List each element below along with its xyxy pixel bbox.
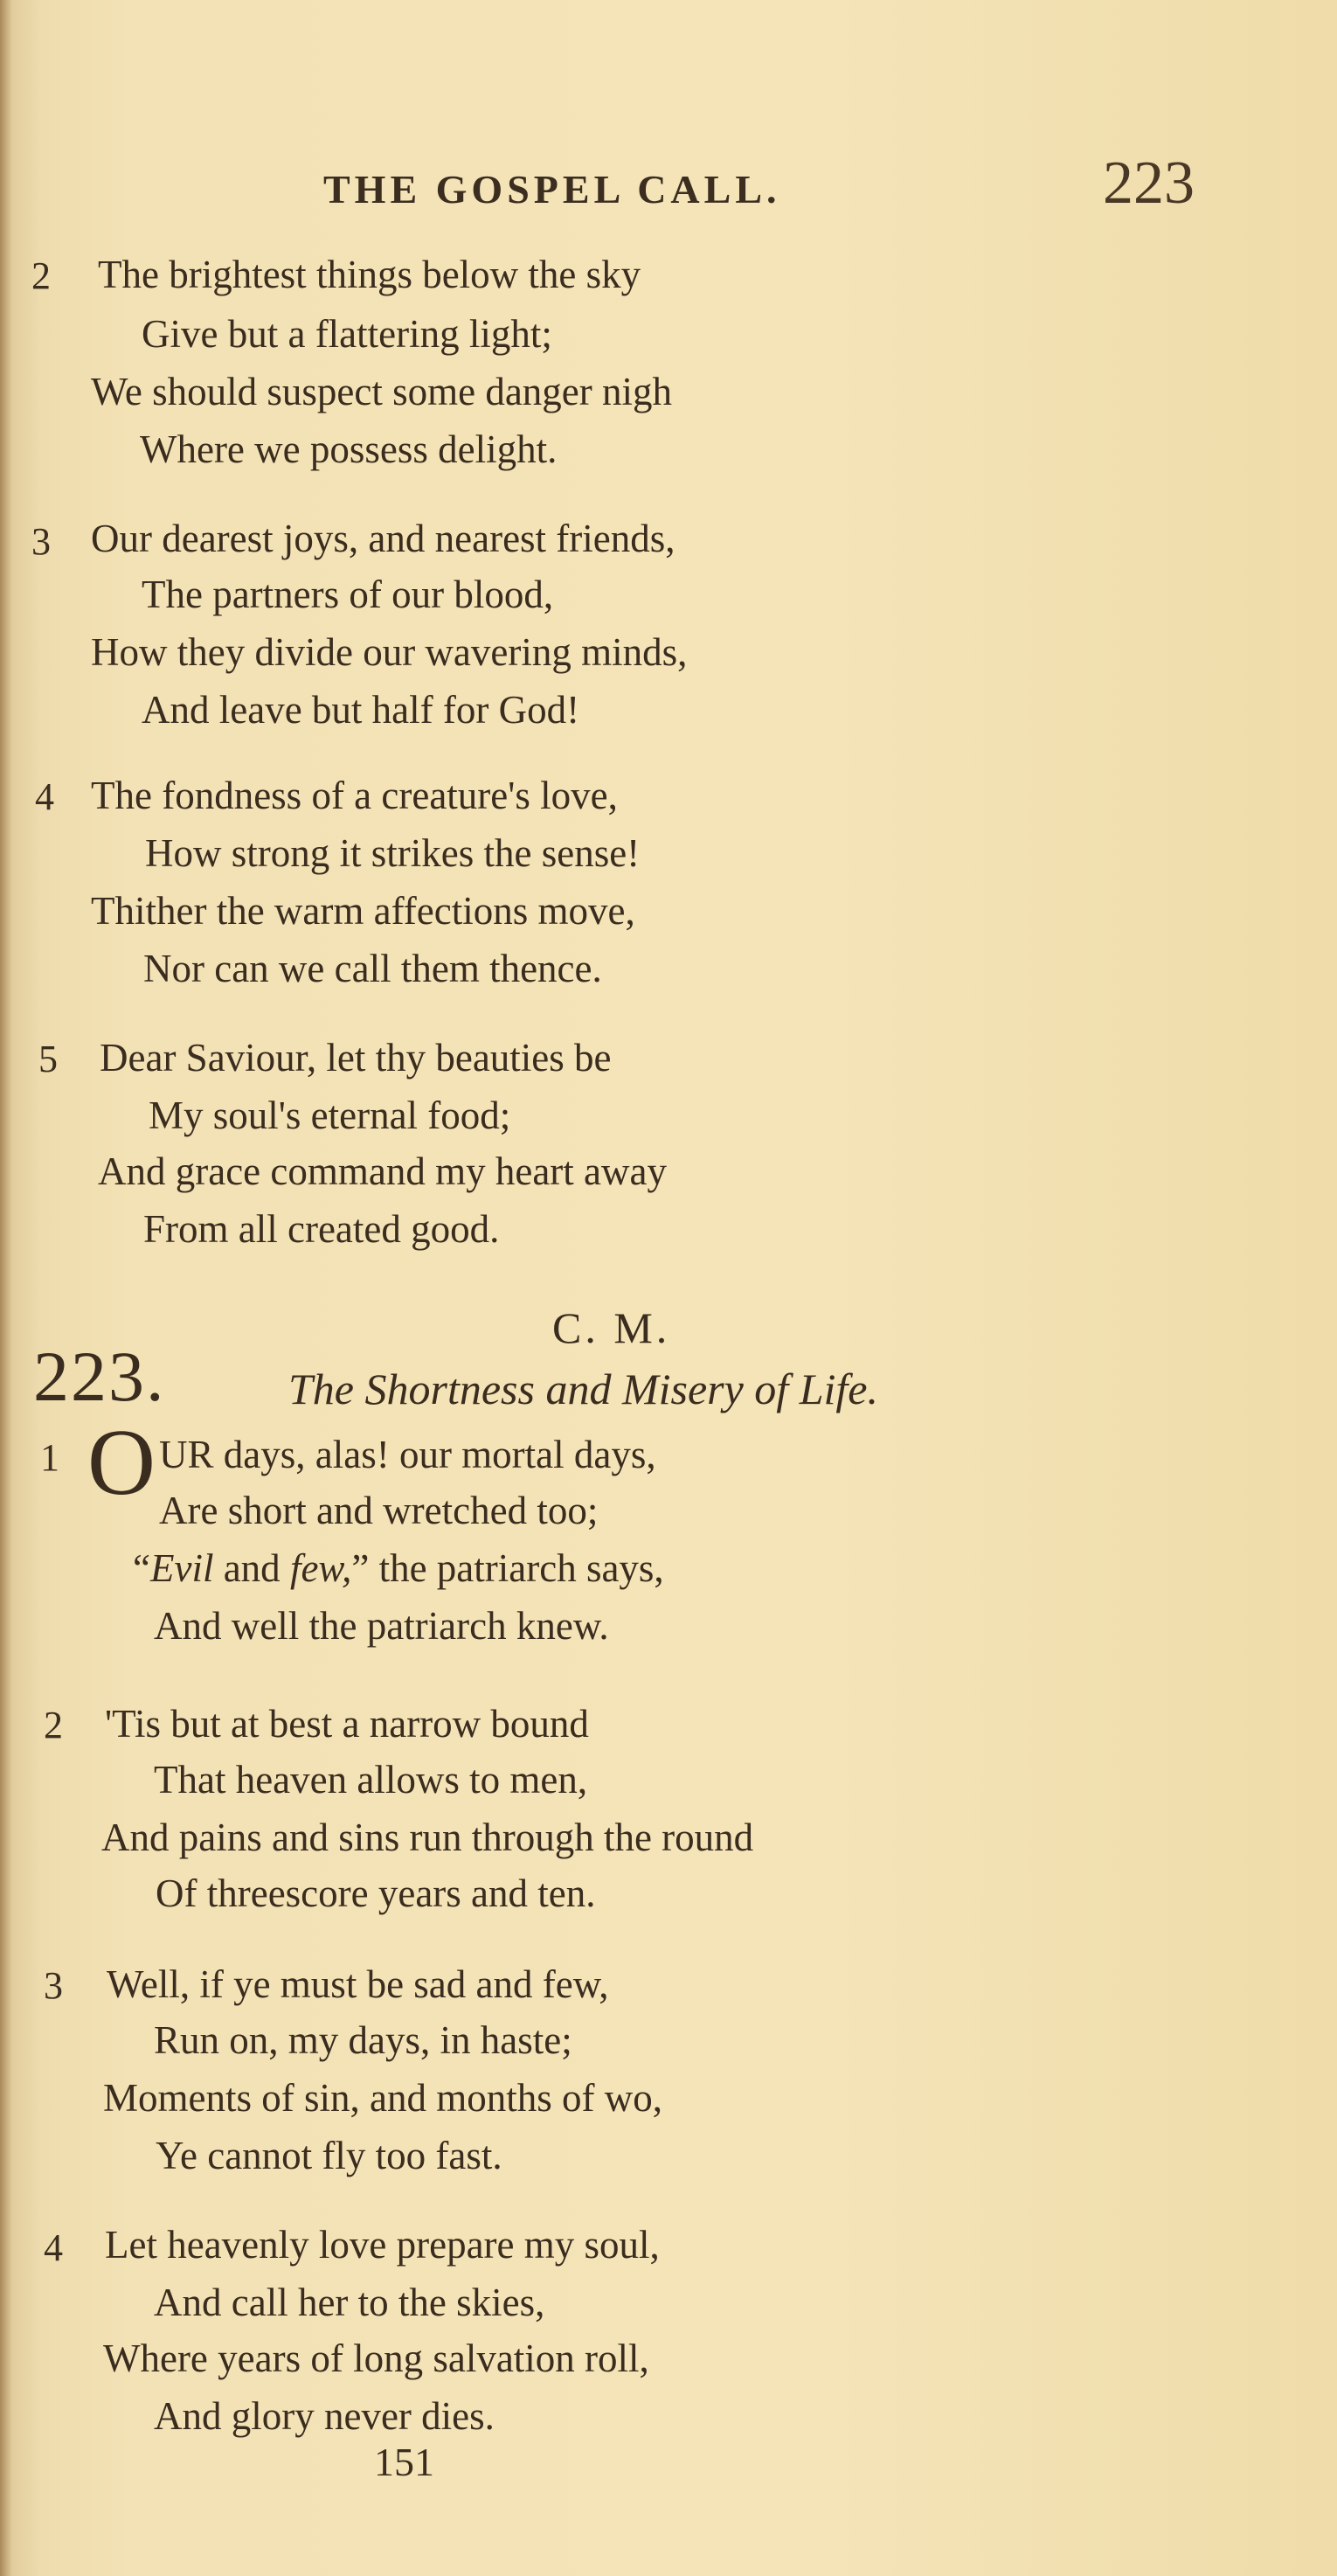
verse-line: And call her to the skies, <box>154 2281 545 2324</box>
verse-line: And grace command my heart away <box>98 1149 667 1193</box>
verse-line: Give but a flattering light; <box>142 312 552 356</box>
stanza-number: 1 <box>40 1436 59 1479</box>
hymn-number: 223. <box>33 1337 166 1416</box>
verse-line: And well the patriarch knew. <box>154 1604 609 1648</box>
text-run: and <box>213 1546 290 1590</box>
drop-cap: O <box>87 1411 156 1515</box>
verse-line: Of threescore years and ten. <box>156 1871 596 1915</box>
text-run: ” the patriarch says, <box>351 1546 664 1590</box>
stanza-number: 2 <box>44 1704 63 1746</box>
page-edge <box>0 0 12 2576</box>
verse-line: The brightest things below the sky <box>98 253 641 296</box>
verse-line: How strong it strikes the sense! <box>145 831 641 875</box>
verse-line: Dear Saviour, let thy beauties be <box>100 1036 612 1080</box>
open-quote: “ <box>133 1546 150 1590</box>
stanza-number: 3 <box>31 520 51 563</box>
verse-line: And pains and sins run through the round <box>101 1816 754 1859</box>
verse-line: 'Tis but at best a narrow bound <box>105 1702 589 1746</box>
italic-word: few, <box>289 1546 352 1590</box>
verse-line: Ye cannot fly too fast. <box>156 2134 502 2177</box>
verse-line: UR days, alas! our mortal days, <box>159 1433 656 1476</box>
verse-line: From all created good. <box>143 1207 500 1251</box>
stanza-number: 4 <box>35 775 54 818</box>
verse-line: Let heavenly love prepare my soul, <box>105 2223 660 2267</box>
running-header: THE GOSPEL CALL. <box>323 167 781 212</box>
verse-line: How they divide our wavering minds, <box>91 630 688 674</box>
verse-line: Are short and wretched too; <box>159 1489 599 1532</box>
italic-word: Evil <box>149 1546 214 1590</box>
stanza-number: 2 <box>31 254 51 297</box>
verse-line: And glory never dies. <box>154 2394 495 2438</box>
verse-line: Well, if ye must be sad and few, <box>107 1962 609 2006</box>
verse-line-mixed <box>133 1545 664 1591</box>
verse-line: The fondness of a creature's love, <box>91 774 618 817</box>
hymn-title: The Shortness and Misery of Life. <box>288 1364 878 1413</box>
hymn-meter: C. M. <box>552 1303 671 1352</box>
verse-line: That heaven allows to men, <box>154 1758 588 1802</box>
verse-line: Moments of sin, and months of wo, <box>103 2076 662 2120</box>
verse-line: Where we possess delight. <box>140 427 558 471</box>
verse-line: And leave but half for God! <box>142 688 580 732</box>
verse-line: My soul's eternal food; <box>149 1094 511 1137</box>
verse-line: The partners of our blood, <box>142 573 554 616</box>
verse-line: Nor can we call them thence. <box>143 947 602 990</box>
page-number: 223 <box>1103 149 1195 217</box>
verse-line: Our dearest joys, and nearest friends, <box>91 517 675 560</box>
stanza-number: 3 <box>44 1964 63 2007</box>
stanza-number: 4 <box>44 2226 63 2269</box>
verse-line: Run on, my days, in haste; <box>154 2018 572 2062</box>
verse-line: Thither the warm affections move, <box>91 889 635 933</box>
footer-page-number: 151 <box>374 2440 434 2484</box>
verse-line: Where years of long salvation roll, <box>103 2336 649 2380</box>
stanza-number: 5 <box>38 1038 58 1080</box>
verse-line: We should suspect some danger nigh <box>91 370 673 413</box>
